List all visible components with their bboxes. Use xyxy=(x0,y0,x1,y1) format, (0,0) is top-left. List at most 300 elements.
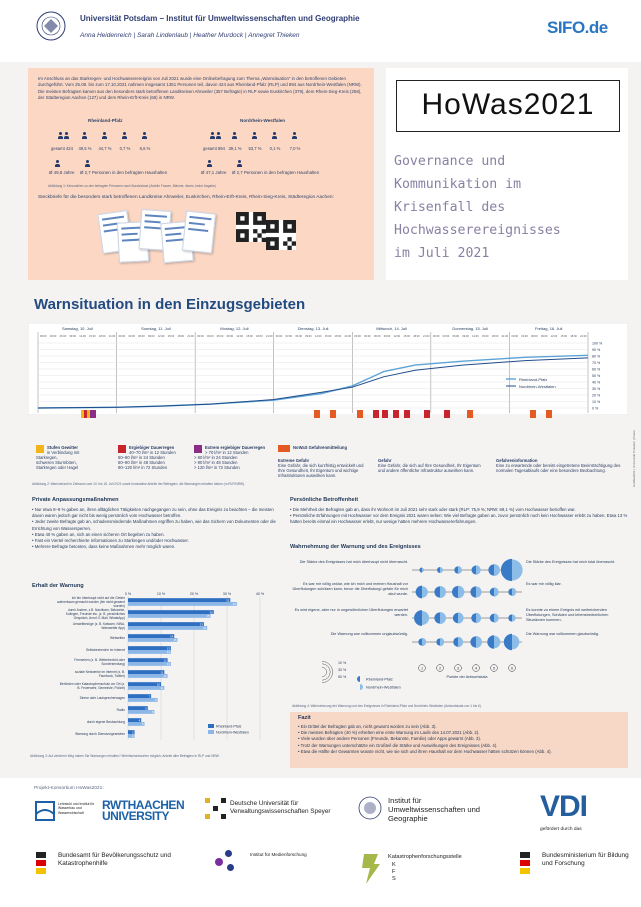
bubble-rlp xyxy=(508,614,512,621)
statement-left-box xyxy=(290,632,408,654)
bubble-nrw xyxy=(512,559,523,580)
rlp-share: 44,7 % xyxy=(98,146,112,151)
bar-nrw xyxy=(128,626,207,630)
rlp-age: Ø 49,8 Jahre xyxy=(49,170,75,175)
subtitle-line: im Juli 2021 xyxy=(394,246,490,261)
bar-value-label: 9 xyxy=(155,698,157,703)
bullet-text: Jeder zweite Befragte gab an, schadensmindernde Maßnahmen ergriffen zu haben, wie das Sichern von Dokumenten oder die Errichtung von Wassersperren. xyxy=(32,519,276,531)
pct-tick: 70 % xyxy=(592,360,601,365)
studies-label: Steckbriefe für die besonders stark betroffenen Landkreise Ahrweiler, Euskirchen, Rhein-Erft-Kreis, Rhein-Sieg-Kreis, Städteregion Aachen: xyxy=(38,195,334,200)
hour-label: 15:00 xyxy=(246,335,253,338)
hour-label: 18:00 xyxy=(334,335,342,338)
warn-section-heading: Warnsituation in den Einzugsgebieten xyxy=(34,296,306,313)
bubble-rlp xyxy=(471,613,476,622)
bar-category-line: Gespräch, Anruf, E-Mail, WhatsApp) xyxy=(73,616,125,621)
bar-value-label: 24 xyxy=(203,626,207,631)
bubble-legend-swatch xyxy=(357,676,360,682)
bar-x-tick: 40 % xyxy=(255,592,265,596)
warning-symbol-icon xyxy=(404,410,410,418)
bar-category-line: Kollegen, Freunde etc. (z. B. persönliches xyxy=(65,612,125,617)
timeline-day-label: Donnerstag, 15. Juli xyxy=(452,326,488,331)
rain-icon xyxy=(118,445,126,453)
title-panel xyxy=(386,68,628,280)
bar-value-label: 5 xyxy=(141,722,144,727)
heavy-rain-icon xyxy=(194,445,202,453)
qr-code-icon[interactable] xyxy=(266,220,296,250)
bar-rlp xyxy=(128,610,214,614)
federal-eagle-icon xyxy=(520,852,530,876)
bubble-rlp xyxy=(437,567,440,573)
legend-category-line: Eine Gefahr, die sich kurzfristig entwickelt und Ihre Gesundheit, Ihr Eigentum und wichtige Infrastrukturen auswirken kann. xyxy=(278,463,364,478)
bubble-legend-swatch xyxy=(360,684,363,690)
sifo-logo[interactable]: SIFO.de xyxy=(547,18,608,37)
poster-title: HoWas2021 xyxy=(396,80,620,132)
bubble-rlp xyxy=(434,586,440,597)
bar-rlp xyxy=(128,622,204,626)
hour-label: 15:00 xyxy=(481,335,489,338)
size-legend-arc xyxy=(322,664,330,680)
subtitle-line: Hochwasserereignisses xyxy=(394,223,561,238)
size-legend-arc xyxy=(322,661,333,682)
hour-label: 00:00 xyxy=(511,335,518,338)
warning-symbol-icon xyxy=(357,410,363,418)
bar-category-line: Warnwetter App) xyxy=(101,626,125,631)
pct-tick: 40 % xyxy=(592,380,601,385)
bullet: • Trotz der Warnungen unterschätzte ein Großteil die Stärke und Auswirkungen des Ereignisses (Abb. 4). xyxy=(298,742,498,748)
bar-x-tick: 10 % xyxy=(156,592,166,596)
pct-tick: 10 % xyxy=(592,399,601,404)
pct-tick: 50 % xyxy=(592,373,601,378)
bar-value-label: 4 xyxy=(138,718,141,723)
bar-value-label: 23 xyxy=(199,622,203,627)
hour-label: 03:00 xyxy=(206,335,214,338)
bar-category-label xyxy=(75,670,125,678)
speyer-name: Deutsche Universität für Verwaltungswissenschaften Speyer xyxy=(230,800,331,815)
nrw-age: Ø 47,1 Jahre xyxy=(201,170,227,175)
bullet: • Ein Drittel der Befragten gab an, nicht gewarnt worden zu sein (Abb. 3). xyxy=(298,724,437,729)
scale-tick: 2 xyxy=(438,666,442,671)
thunderstorm-icon xyxy=(36,445,44,453)
hour-label: 00:00 xyxy=(197,335,204,338)
legend-category-title: Extreme Gefahr xyxy=(278,458,310,463)
hour-label: 09:00 xyxy=(226,335,234,338)
statement-left-box xyxy=(290,582,408,604)
bubble-nrw xyxy=(458,637,463,647)
bubble-nrw xyxy=(440,638,444,646)
bullet-text: Ein Drittel der Befragten gab an, nicht gewarnt worden zu sein (Abb. 3). xyxy=(300,724,437,729)
legend-category-line: 60–90 l/m² in 48 Stunden xyxy=(118,460,165,465)
kfs-letters: K F S xyxy=(392,862,396,882)
bubble-rlp xyxy=(453,613,458,623)
bubble-nrw xyxy=(494,636,500,649)
scale-tick: 5 xyxy=(492,666,496,671)
legend-category-line: Eine zu erwartende oder bereits eingetretene Beeinträchtigung des normalen Tagesablaufs oder eine besondere Beobachtung. xyxy=(496,463,621,473)
household-icon xyxy=(237,160,242,167)
university-seal-icon xyxy=(34,8,68,48)
scale-tick: 4 xyxy=(474,666,478,671)
bullet: • Die Mehrheit der Befragten gab an, dass ihr Wohnort im Juli 2021 sehr stark oder stark (RLP: 75,9 %; NRW: 69,1 %) vom Hochwasser betroffen war. xyxy=(290,507,576,512)
warning-symbol-icon xyxy=(90,410,96,418)
federal-eagle-icon xyxy=(36,852,46,876)
bar-value-label: 12 xyxy=(163,658,167,663)
bar-value-label: 33 xyxy=(232,602,236,607)
bar-category-line: soziale Netzwerke im Internet (z. B. xyxy=(74,670,125,675)
legend-category-title: Ergiebiger Dauerregen xyxy=(129,445,175,450)
legend-category-line: > 70 l/m² in 12 Stunden xyxy=(205,450,249,455)
bar-value-label: 26 xyxy=(209,610,213,615)
hour-label: 12:00 xyxy=(550,335,558,338)
size-legend-label: 10 % xyxy=(338,661,347,665)
legend-category-line: Eine Gefahr, die sich auf Ihre Gesundheit, Ihr Eigentum und andere öffentliche Infrastruktur auswirken kann. xyxy=(378,463,481,473)
legend-category-line: schweren Sturmböen, xyxy=(36,460,77,465)
bar-category-line: Warnung durch Dienstvorgesetzten xyxy=(75,732,125,737)
bar-category-label xyxy=(87,720,125,724)
bar-value-label: 13 xyxy=(166,646,170,651)
warning-symbol-icon xyxy=(444,410,450,418)
hour-label: 18:00 xyxy=(256,335,263,338)
bullet-text: Die meisten Befragten (40 %) erhielten eine erste Warnung im Laufe des 14.07.2021 (Abb. 2). xyxy=(300,730,480,736)
bar-value-label: 8 xyxy=(151,710,154,715)
bullet-text: Etwa die Hälfte der Gewarnten wusste nicht, wie sie sich und ihren Haushalt vor dem Hochwasser hätten schützen können (Abb. 4). xyxy=(300,748,552,754)
legend-category-line: 40–70 l/m² in 12 Stunden xyxy=(129,450,176,455)
bullet-text: Etwa 40 % gaben an, sich an einen sicheren Ort begeben zu haben. xyxy=(34,531,165,537)
statement-right: Die Stärke des Ereignisses hat mich total überrascht. xyxy=(526,560,616,564)
bubble-nrw xyxy=(458,566,462,574)
bubble-nrw xyxy=(476,565,481,574)
bar-value-label: 2 xyxy=(132,734,134,739)
nrw-share: 53,7 % xyxy=(248,146,262,151)
bar-value-label: 11 xyxy=(160,670,164,675)
legend-category xyxy=(496,458,626,473)
legend-category-line: in Verbindung mit Starkregen, xyxy=(36,450,80,460)
age-icon xyxy=(55,160,60,167)
legend-category-line: > 80 l/m² in 24 Stunden xyxy=(194,455,238,460)
hour-label: 21:00 xyxy=(187,335,194,338)
hour-label: 21:00 xyxy=(580,335,587,338)
bullet-text: Viele wurden über andere Personen (Freunde, Bekannte, Familie) oder Apps gewarnt (Abb. 3). xyxy=(300,736,481,742)
bar-nrw xyxy=(128,662,171,666)
intro-figure-caption: Abbildung 1: Kennzahlen zu den befragten Personen nach Bundesland (Anteile Frauen, Männer, divers, keine Angabe) xyxy=(48,184,216,188)
bar-nrw xyxy=(128,686,164,690)
bar-rlp xyxy=(128,634,174,638)
size-legend-arc xyxy=(322,667,327,676)
warning-timeline-chart xyxy=(28,323,628,415)
bullet-text: Fast ein Viertel recherchierte Informationen zu Starkregen und/oder Hochwasser. xyxy=(34,538,189,544)
facts-panel xyxy=(290,712,628,768)
hour-label: 00:00 xyxy=(354,335,361,338)
facts-bullets xyxy=(298,724,620,755)
bullet: • Mehrere Befragte betonten, dass keine Maßnahmen mehr möglich waren. xyxy=(32,544,176,550)
bar-category-label xyxy=(86,648,125,652)
legend-category xyxy=(278,445,388,452)
bullet: • Etwa 40 % gaben an, sich an einen sicheren Ort begeben zu haben. xyxy=(32,531,165,537)
hour-label: 12:00 xyxy=(157,335,165,338)
bar-x-tick: 20 % xyxy=(189,592,199,596)
no-answer-icon xyxy=(292,132,297,139)
legend-category xyxy=(118,445,192,470)
bar-value-label: 11 xyxy=(160,686,164,691)
bullet: • Jeder zweite Befragte gab an, schadensmindernde Maßnahmen ergriffen zu haben, wie das Sichern von Dokumenten oder die Errichtung von Wassersperren. xyxy=(32,519,276,531)
bar-value-label: 25 xyxy=(206,614,210,619)
bubble-nrw xyxy=(422,568,424,572)
bubble-legend-label: Rheinland-Pfalz xyxy=(366,677,393,682)
bar-value-label: 15 xyxy=(173,638,177,643)
timeline-day-label: Mittwoch, 14. Juli xyxy=(376,326,407,331)
bubble-rlp xyxy=(419,567,422,572)
bar-category-line: aufmerksam gemacht worden (bin nicht gewarnt xyxy=(56,600,125,605)
person-icon xyxy=(216,132,221,139)
subtitle-line: Krisenfall des xyxy=(394,200,506,215)
hour-label: 03:00 xyxy=(442,335,450,338)
bmbf-name: Bundesministerium für Bildung und Forschung xyxy=(542,852,629,867)
bar-chart-caption: Abbildung 3: Auf welchem Weg haben Sie Warnungen erhalten? Mehrfachantworten möglich; Anteile aller Befragten in RLP und NRW. xyxy=(30,754,220,758)
statement-right-box xyxy=(526,632,626,654)
hour-label: 15:00 xyxy=(560,335,568,338)
hour-label: 03:00 xyxy=(49,335,57,338)
bar-rlp xyxy=(128,646,171,650)
diverse-icon xyxy=(122,132,127,139)
bubble-nrw xyxy=(494,613,499,622)
pct-tick: 100 % xyxy=(592,341,603,346)
bubble-legend-label: Nordrhein-Westfalen xyxy=(366,685,401,690)
hour-label: 09:00 xyxy=(148,335,155,338)
bullet: • Etwa die Hälfte der Gewarnten wusste nicht, wie sie sich und ihren Haushalt vor dem Hochwasser hätten schützen können (Abb. 4). xyxy=(298,748,552,754)
bar-rlp xyxy=(128,598,230,602)
hour-label: 18:00 xyxy=(413,335,420,338)
person-icon xyxy=(58,132,63,139)
bullet-text: Persönliche Erfahrungen mit Hochwasser vor dem Ereignis 2021 waren selten: Wie viel Befragte gaben an, zuvor persönlich noch kein Hochwasser erlebt zu haben. Etwa 13 % hatten bereits einmal ein Hochwasser erlebt, nur wenige hatten mehrere Hochwassererfahrungen. xyxy=(290,513,628,525)
bubble-rlp xyxy=(490,614,494,622)
bubble-rlp xyxy=(472,566,477,575)
bar-nrw xyxy=(128,674,168,678)
nrw-total: gesamt 894 xyxy=(203,146,225,151)
bar-category-line: Radio xyxy=(116,708,125,713)
pct-tick: 20 % xyxy=(592,393,601,398)
statement-right: Es war mir völlig klar. xyxy=(526,582,562,586)
timeline-day-label: Freitag, 16. Juli xyxy=(535,326,563,331)
fact-sheet-thumbnail[interactable] xyxy=(182,211,216,254)
vdi-logo[interactable]: VDI xyxy=(540,790,588,823)
bar-category-line: worden) xyxy=(113,604,125,609)
bar-rlp xyxy=(128,670,164,674)
scale-tick: 1 xyxy=(420,666,424,671)
timeline-day-label: Sonntag, 11. Juli xyxy=(141,326,171,331)
bubble-rlp xyxy=(418,638,422,645)
hour-label: 06:00 xyxy=(452,335,459,338)
legend-category-line: > 120 l/m² in 72 Stunden xyxy=(194,465,240,470)
kfs-name: Katastrophenforschungsstelle xyxy=(388,854,462,860)
warning-symbol-icon xyxy=(424,410,430,418)
diverse-icon xyxy=(272,132,277,139)
hour-label: 03:00 xyxy=(364,335,371,338)
bar-category-label xyxy=(75,732,125,736)
male-icon xyxy=(252,132,257,139)
bar-category-label xyxy=(110,636,125,640)
bar-value-label: 10 xyxy=(156,682,160,687)
qr-code-icon[interactable] xyxy=(236,212,266,242)
bubble-rlp xyxy=(470,636,476,647)
age-icon xyxy=(207,160,212,167)
bubble-chart-title: Wahrnehmung der Warnung und des Ereignisses xyxy=(290,544,421,550)
institute-name: Universität Potsdam – Institut für Umweltwissenschaften und Geographie xyxy=(80,14,360,23)
rwth-logo[interactable]: RWTHAACHEN UNIVERSITY xyxy=(102,798,185,823)
nowas-icon xyxy=(278,445,290,452)
header xyxy=(0,0,641,62)
hour-label: 21:00 xyxy=(265,335,273,338)
legend-category-title: Stufen Gewitter xyxy=(47,445,78,450)
hour-label: 21:00 xyxy=(108,335,116,338)
intro-text: Im Anschluss an das Starkregen- und Hochwasserereignis von Juli 2021 wurde eine Onlinebefragung zum Thema „Warnsituation“ in den betroffenen Gebieten durchgeführt. Vom 25.08. bis zum 17.10.2021 nahmen insgesamt 1351 Personen teil, davon 424 aus Rheinland-Pfalz (RLP) und 894 aus Nordrhein-Westfalen (NRW). Die meisten Befragten kamen aus den besonders stark betroffenen Landkreisen Ahrweiler (357 Befragte) in RLP sowie Euskirchen (379), dem Rhein-Sieg-Kreis (258), der Städteregion Aachen (127) und dem Rhein-Erft-Kreis (68) in NRW. xyxy=(38,76,362,101)
hour-label: 12:00 xyxy=(472,335,479,338)
bar-category-label xyxy=(60,682,125,690)
warning-symbol-icon xyxy=(373,410,379,418)
hour-label: 03:00 xyxy=(521,335,528,338)
bar-legend-swatch xyxy=(208,730,214,734)
hour-label: 09:00 xyxy=(462,335,469,338)
hour-label: 06:00 xyxy=(216,335,224,338)
bar-category-line: Behörden oder Katastrophenschutz vor Ort (z. xyxy=(59,682,125,687)
perception-bubble-chart xyxy=(290,552,628,706)
warning-channel-bar-chart xyxy=(28,590,278,750)
iww-name: Lehrstuhl und Institut für Wasserbau und Wasserwirtschaft xyxy=(58,802,95,815)
hour-label: 09:00 xyxy=(69,335,76,338)
bubble-nrw xyxy=(476,613,481,623)
personal-heading: Persönliche Betroffenheit xyxy=(290,497,359,503)
hour-label: 12:00 xyxy=(236,335,243,338)
size-legend-label: 50 % xyxy=(338,675,347,679)
rlp-total: gesamt 424 xyxy=(51,146,73,151)
bubble-nrw xyxy=(512,614,516,621)
hour-label: 18:00 xyxy=(177,335,184,338)
bubble-nrw xyxy=(512,635,519,650)
bar-category-line: durch eigene Beobachtung xyxy=(86,720,125,725)
bubble-nrw xyxy=(422,586,428,598)
state-heading-nrw: Nordrhein-Westfalen xyxy=(240,118,286,123)
potsdam-seal-icon xyxy=(356,792,384,824)
statement-right-box xyxy=(526,608,626,630)
bubble-nrw xyxy=(476,636,482,648)
nrw-share: 0,1 % xyxy=(269,146,281,151)
bar-nrw xyxy=(128,638,178,642)
bar-category-label xyxy=(74,658,126,666)
hour-label: 09:00 xyxy=(540,335,548,338)
hour-label: 21:00 xyxy=(501,335,509,338)
bullet-text: Mehrere Befragte betonten, dass keine Maßnahmen mehr möglich waren. xyxy=(34,544,176,550)
hour-label: 09:00 xyxy=(383,335,391,338)
bar-x-tick: 0 % xyxy=(124,592,132,596)
subtitle-line: Kommunikation im xyxy=(394,177,522,192)
bullet-text: Nur etwa 8–9 % gaben an, ihren alltäglichen Tätigkeiten nachgegangen zu sein, ohne das Ereignis zu beachten – die meisten davon waren jedoch gar nicht bis wenig persönlich vom Hochwasser betroffen. xyxy=(32,507,274,519)
bubble-rlp xyxy=(501,559,512,581)
bar-legend-label: Nordrhein-Westfalen xyxy=(216,730,249,735)
statement-right: Die Warnung war vollkommen glaubwürdig. xyxy=(526,632,600,636)
bar-nrw xyxy=(128,614,211,618)
funded-label: gefördert durch das xyxy=(540,827,582,832)
hour-label: 09:00 xyxy=(305,335,312,338)
potsdam-institute-name: Institut für Umweltwissenschaften und Geographie xyxy=(388,796,481,823)
bubble-rlp xyxy=(453,637,458,646)
warning-symbol-icon xyxy=(467,410,473,418)
bar-category-label xyxy=(80,696,126,700)
legend-category-line: Starkregen oder Hagel xyxy=(36,465,79,470)
warning-symbol-icon xyxy=(393,410,399,418)
private-heading: Private Anpassungsmaßnahmen xyxy=(32,497,119,503)
bubble-nrw xyxy=(512,588,516,596)
hour-label: 03:00 xyxy=(285,335,293,338)
bar-nrw xyxy=(128,710,154,714)
bubble-nrw xyxy=(494,564,500,576)
person-icon xyxy=(64,132,69,139)
bar-value-label: 14 xyxy=(170,634,174,639)
bullet: • Die meisten Befragten (40 %) erhielten eine erste Warnung im Laufe des 14.07.2021 (Abb. 2). xyxy=(298,730,480,736)
hour-label: 15:00 xyxy=(324,335,332,338)
bar-category-line: Fernsehen (z. B. Wetterbericht oder xyxy=(74,658,125,663)
bubble-rlp xyxy=(488,564,494,575)
statement-left: Es wird eigene, aber nur in ungewöhnlichen Überflutungen erwartet werden. xyxy=(294,608,408,617)
hour-label: 00:00 xyxy=(432,335,440,338)
hour-label: 15:00 xyxy=(89,335,96,338)
bubble-rlp xyxy=(504,634,512,650)
bubble-nrw xyxy=(494,587,499,596)
bar-value-label: 12 xyxy=(163,674,167,679)
bullet: • Fast ein Viertel recherchierte Informationen zu Starkregen und/oder Hochwasser. xyxy=(32,538,189,544)
female-icon xyxy=(232,132,237,139)
hour-label: 00:00 xyxy=(118,335,126,338)
bar-category-line: Webseiten xyxy=(109,636,125,641)
bar-value-label: 6 xyxy=(145,706,147,711)
timeline-day-label: Montag, 12. Juli xyxy=(220,326,249,331)
no-answer-icon xyxy=(142,132,147,139)
pct-tick: 60 % xyxy=(592,367,601,372)
rlp-share: 6,6 % xyxy=(139,146,151,151)
bubble-rlp xyxy=(416,586,422,599)
bubble-chart-caption: Abbildung 4: Wahrnehmung der Warnung und des Ereignisses in Rheinland-Pfalz und Nordrhein-Westfalen (Antwortskala von 1 bis 6). xyxy=(292,704,482,708)
bar-rlp xyxy=(128,658,168,662)
bubble-nrw xyxy=(458,586,464,599)
bullet-text: Trotz der Warnungen unterschätzte ein Großteil die Stärke und Auswirkungen des Ereignisses (Abb. 4). xyxy=(300,742,498,748)
hour-label: 12:00 xyxy=(393,335,401,338)
authors: Anna Heidenreich | Sarah Lindenlaub | Heather Murdock | Annegret Thieken xyxy=(80,32,300,39)
person-icon xyxy=(210,132,215,139)
bubble-rlp xyxy=(490,588,494,596)
nrw-household: Ø 2,7 Personen in den befragten Haushalten xyxy=(232,170,320,175)
bar-category-line: Sirene oder Lautsprecherwagen xyxy=(79,696,125,701)
bubble-rlp xyxy=(436,638,440,645)
size-legend-label: 30 % xyxy=(338,668,347,672)
bar-value-label: 13 xyxy=(166,650,170,655)
rlp-share: 0,7 % xyxy=(119,146,131,151)
bubble-rlp xyxy=(452,586,458,598)
rlp-share: 49,5 % xyxy=(78,146,92,151)
bubble-nrw xyxy=(422,611,429,625)
bar-legend-label: Rheinland-Pfalz xyxy=(216,724,242,729)
bubble-rlp xyxy=(508,588,512,595)
legend-category-title: Gefahreninformation xyxy=(496,458,538,463)
male-icon xyxy=(102,132,107,139)
ifm-name: Institut für Medienforschung xyxy=(250,852,307,857)
statement-left: Die Stärke des Ereignisses hat mich überhaupt nicht überrascht. xyxy=(299,560,408,564)
footer xyxy=(0,778,641,907)
bar-value-label: 13 xyxy=(166,662,170,667)
pct-tick: 0 % xyxy=(592,406,599,411)
bar-category-label xyxy=(73,622,125,630)
bullet: • Nur etwa 8–9 % gaben an, ihren alltäglichen Tätigkeiten nachgegangen zu sein, ohne das Ereignis zu beachten – die meisten davon waren jedoch gar nicht bis wenig persönlich vom Hochwasser betroffen. xyxy=(32,507,274,519)
bar-category-label xyxy=(57,596,126,608)
hour-label: 06:00 xyxy=(531,335,538,338)
statement-left-box xyxy=(290,560,408,582)
hour-label: 06:00 xyxy=(295,335,302,338)
bar-category-line: durch Andere, z.B. Nachbarn, Bekannte, xyxy=(67,608,125,613)
